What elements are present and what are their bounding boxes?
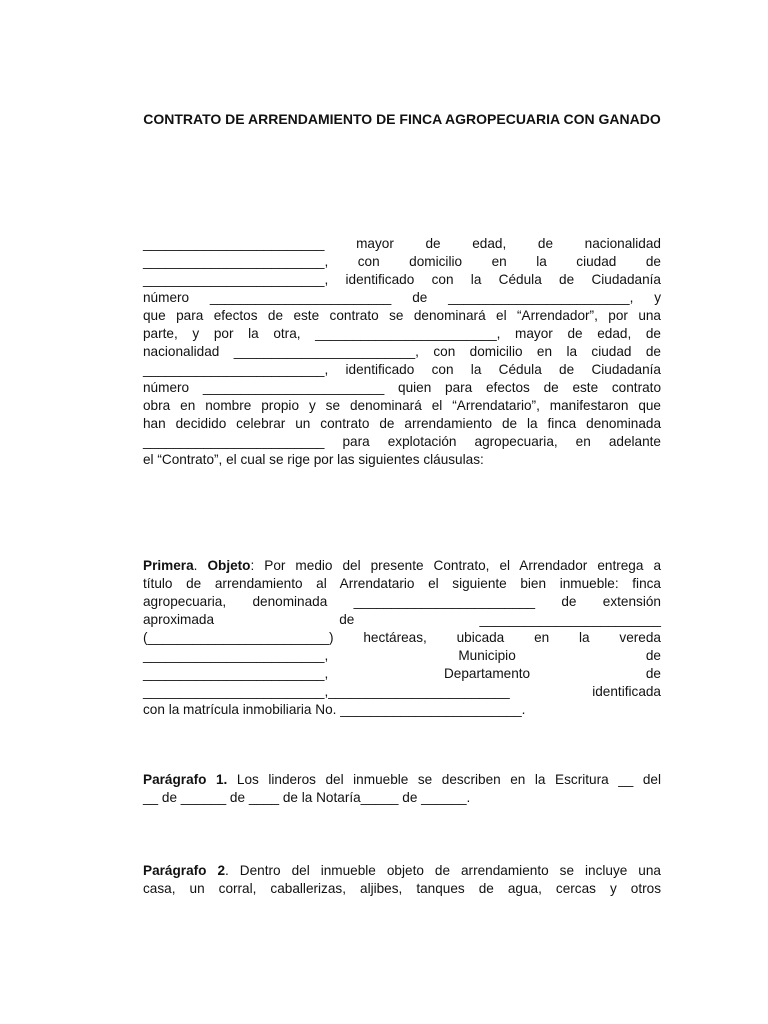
paragrafo-1 xyxy=(143,771,661,807)
intro-line: ________________________ para explotación agropecuaria, en adelante xyxy=(143,434,661,449)
clause-line: ________________________, Municipio de xyxy=(143,648,661,663)
paragrafo-first-line xyxy=(143,771,661,789)
paragrafo-text: . Dentro del inmueble objeto de arrendamiento se incluye una xyxy=(225,863,661,878)
clause-title: Objeto xyxy=(207,558,251,573)
intro-line: el “Contrato”, el cual se rige por las siguientes cláusulas: xyxy=(143,452,484,467)
paragrafo-line: __ de ______ de ____ de la Notaría_____ de ______. xyxy=(143,790,471,805)
intro-line: número ________________________ quien para efectos de este contrato xyxy=(143,380,661,395)
intro-line: parte, y por la otra, ________________________, mayor de edad, de xyxy=(143,326,661,341)
clause-number: Primera xyxy=(143,558,194,573)
paragrafo-first-line xyxy=(143,862,661,880)
clause-primera xyxy=(143,557,661,719)
paragrafo-text: Los linderos del inmueble se describen en la Escritura __ del xyxy=(227,772,662,787)
intro-line: ________________________, identificado con la Cédula de Ciudadanía xyxy=(143,272,661,287)
clause-line: con la matrícula inmobiliaria No. ________________________. xyxy=(143,702,526,717)
intro-line: número ________________________ de ________________________, y xyxy=(143,290,661,305)
intro-paragraph xyxy=(143,235,661,469)
clause-first-line: Primera. Objeto: Por medio del presente Contrato, el Arrendador entrega a xyxy=(143,558,661,573)
clause-text: : Por medio del presente Contrato, el Arrendador entrega a xyxy=(250,558,661,573)
paragrafo-heading: Parágrafo 1. xyxy=(143,772,228,787)
intro-line: ________________________, con domicilio en la ciudad de xyxy=(143,254,661,269)
intro-line: nacionalidad ________________________, con domicilio en la ciudad de xyxy=(143,344,661,359)
paragrafo-2 xyxy=(143,862,661,898)
clause-line: ________________________, Departamento de xyxy=(143,666,661,681)
clause-line: agropecuaria, denominada ________________________ de extensión xyxy=(143,594,661,609)
clause-line: (________________________) hectáreas, ubicada en la vereda xyxy=(143,630,661,645)
clause-line: aproximada de ________________________ xyxy=(143,612,661,627)
intro-line: ________________________ mayor de edad, de nacionalidad xyxy=(143,236,661,251)
document-title: CONTRATO DE ARRENDAMIENTO DE FINCA AGROPECUARIA CON GANADO xyxy=(143,111,661,127)
intro-line: que para efectos de este contrato se denominará el “Arrendador”, por una xyxy=(143,308,661,323)
intro-line: ________________________, identificado con la Cédula de Ciudadanía xyxy=(143,362,661,377)
paragrafo-line: casa, un corral, caballerizas, aljibes, tanques de agua, cercas y otros xyxy=(143,881,661,896)
intro-line: han decidido celebrar un contrato de arrendamiento de la finca denominada xyxy=(143,416,661,431)
intro-line: obra en nombre propio y se denominará el “Arrendatario”, manifestaron que xyxy=(143,398,661,413)
clause-line: ________________________,________________________ identificada xyxy=(143,684,661,699)
clause-line: título de arrendamiento al Arrendatario el siguiente bien inmueble: finca xyxy=(143,576,661,591)
paragrafo-heading: Parágrafo 2 xyxy=(143,863,226,878)
